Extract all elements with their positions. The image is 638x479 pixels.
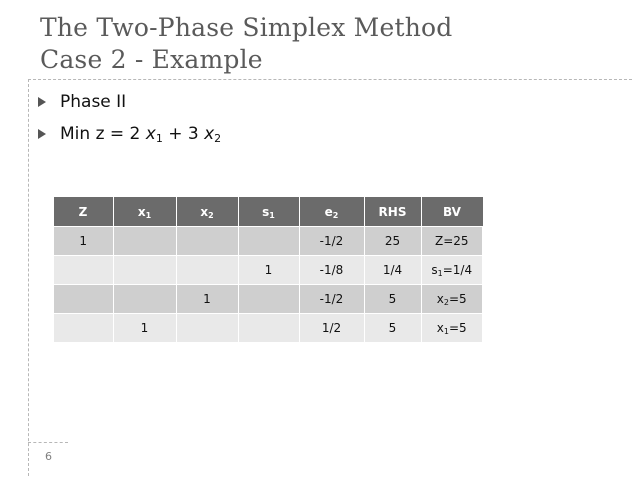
table-cell: -1/8 — [299, 256, 364, 285]
slide-title-line-1: The Two-Phase Simplex Method — [40, 13, 453, 42]
objective-var-1: x — [145, 124, 156, 144]
bullet-phase — [37, 88, 221, 116]
slide-title — [40, 12, 452, 76]
slide-title-line-2: Case 2 - Example — [40, 45, 263, 74]
header-cell-rhs: RHS — [364, 197, 421, 227]
bullet-list — [37, 88, 221, 152]
tableau-row — [54, 256, 483, 285]
table-cell — [113, 285, 176, 314]
basic-variable-cell: Z=25 — [421, 227, 483, 256]
table-cell — [54, 285, 114, 314]
triangle-bullet-icon — [38, 97, 46, 107]
simplex-tableau — [53, 197, 483, 343]
header-cell-z: Z — [54, 197, 114, 227]
table-cell: 1/2 — [299, 314, 364, 343]
tableau-row — [54, 314, 483, 343]
objective-prefix: Min z = 2 — [60, 124, 146, 144]
tableau-row — [54, 227, 483, 256]
table-cell — [113, 256, 176, 285]
footer-divider — [28, 442, 68, 443]
header-cell-s1: $s_1$ — [238, 197, 299, 227]
left-margin-rule — [28, 79, 29, 476]
title-divider — [28, 79, 632, 80]
header-cell-x2: $x_2$ — [176, 197, 238, 227]
bullet-objective — [37, 120, 221, 148]
table-cell: 1 — [238, 256, 299, 285]
objective-var-2: x — [204, 124, 215, 144]
table-cell: 5 — [364, 285, 421, 314]
table-cell — [176, 256, 238, 285]
table-cell: 5 — [364, 314, 421, 343]
table-cell: 1 — [176, 285, 238, 314]
basic-variable-cell: $x_1=5$ — [421, 314, 483, 343]
table-cell: 1 — [54, 227, 114, 256]
table-cell: 1 — [113, 314, 176, 343]
table-cell — [176, 227, 238, 256]
table-cell — [113, 227, 176, 256]
table-cell — [238, 285, 299, 314]
triangle-bullet-icon — [38, 129, 46, 139]
table-cell: 1/4 — [364, 256, 421, 285]
tableau-row — [54, 285, 483, 314]
basic-variable-cell: $s_1=1/4$ — [421, 256, 483, 285]
table-cell — [238, 227, 299, 256]
objective-middle: + 3 — [162, 124, 205, 144]
table-cell — [54, 314, 114, 343]
tableau-header-row — [54, 197, 483, 227]
header-cell-e2: $e_2$ — [299, 197, 364, 227]
objective-var-2-subscript: 2 — [214, 132, 222, 145]
bullet-text: Phase II — [60, 92, 127, 112]
table-cell — [54, 256, 114, 285]
basic-variable-cell: $x_2=5$ — [421, 285, 483, 314]
table-cell — [176, 314, 238, 343]
table-cell: 25 — [364, 227, 421, 256]
header-cell-bv: BV — [421, 197, 483, 227]
page-number: 6 — [45, 450, 52, 463]
header-cell-x1: $x_1$ — [113, 197, 176, 227]
table-cell — [238, 314, 299, 343]
table-cell: -1/2 — [299, 285, 364, 314]
table-cell: -1/2 — [299, 227, 364, 256]
objective-var-1-subscript: 1 — [155, 132, 163, 145]
